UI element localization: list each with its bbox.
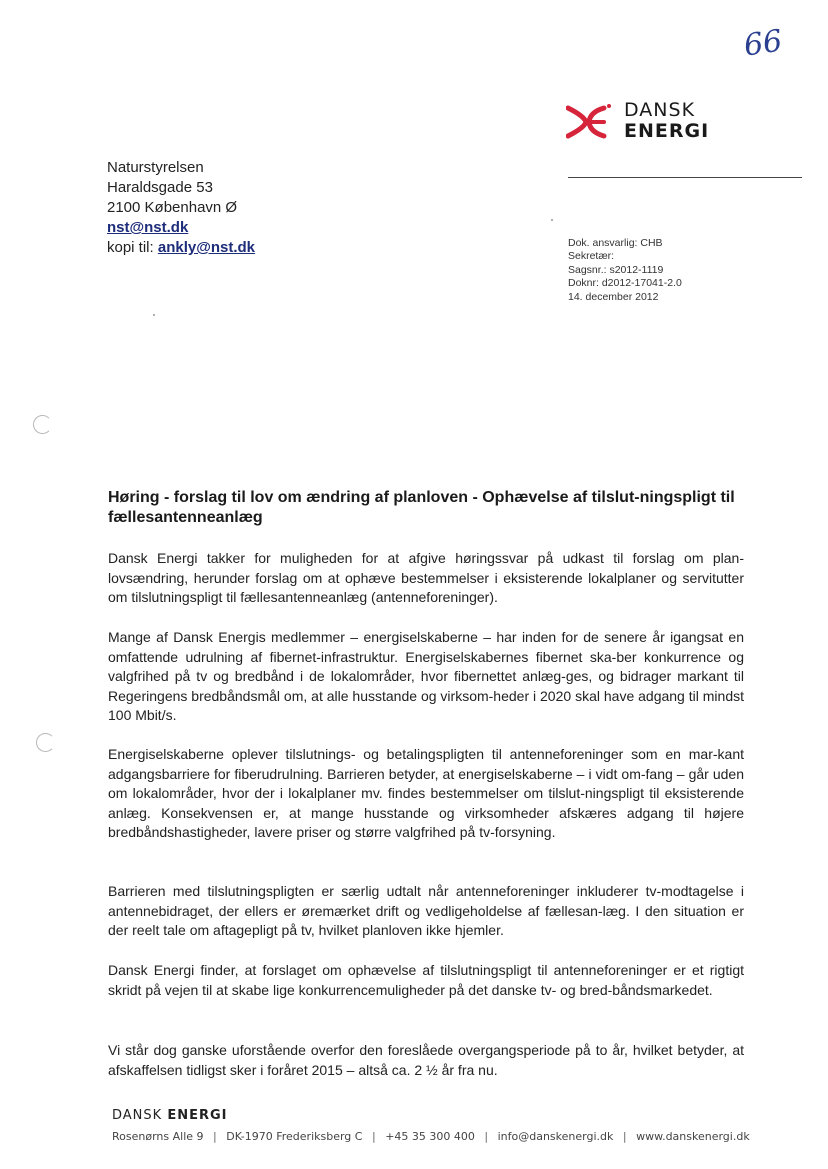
recipient-name: Naturstyrelsen <box>107 159 204 176</box>
footer-city: DK-1970 Frederiksberg C <box>226 1130 363 1143</box>
paragraph: Barrieren med tilslutningspligten er særlig udtalt når antenneforeninger inkluderer tv-modtagelse i antennebidraget, der ellers er øremærket drift og vedligeholdelse af fællesan-læg. I den situation er der reelt tale om aftagepligt på tv, hvilket planloven ikke hjemler. <box>108 883 744 939</box>
footer-website[interactable]: www.danskenergi.dk <box>636 1130 750 1143</box>
dansk-energi-logo-icon <box>566 102 612 142</box>
footer-separator: | <box>371 1130 376 1143</box>
recipient-city: 2100 København Ø <box>107 199 238 216</box>
meta-case-number: Sagsnr.: s2012-1119 <box>568 263 664 276</box>
punch-hole <box>33 415 52 434</box>
paragraph: Mange af Dansk Energis medlemmer – energiselskaberne – har inden for de senere år igangsat en omfattende udrulning af fibernet-infrastruktur. Energiselskabernes fibernet ska-ber konkurrence og valgfrihed på tv og bredbånd i de lokalområder, hvor fibernettet anlæg-ges, og bidrager markant til Regeringens bredbåndsmål om, at alle husstande og virksom-heder i 2020 skal have adgang til mindst 100 Mbit/s. <box>108 629 744 724</box>
recipient-street: Haraldsgade 53 <box>107 179 213 196</box>
punch-hole <box>36 733 55 752</box>
footer-name-energi: ENERGI <box>167 1108 228 1123</box>
meta-responsible: Dok. ansvarlig: CHB <box>568 237 663 249</box>
paragraph: Vi står dog ganske uforstående overfor den foreslåede overgangsperiode på to år, hvilket betyder, at afskaffelsen tidligst sker i foråret 2015 – altså ca. 2 ½ år fra nu. <box>108 1042 744 1078</box>
paragraph: Energiselskaberne oplever tilslutnings- og betalingspligten til antenneforeninger som en mar-kant adgangsbarriere for fiberudrulning. Barrieren betyder, at energiselskaberne – i vidt om-fang – går uden om lokalområder, hvor der i lokalplaner mv. findes bestemmelser om tilslut-ningspligt til eksisterende anlæg. Konsekvensen er, at mange husstande og virksomheder afskæres adgang til højere bredbåndshastigheder, lavere priser og større valgfrihed på tv-forsyning. <box>108 746 744 841</box>
meta-document-number: Doknr: d2012-17041-2.0 <box>568 277 682 290</box>
logo-text-energi: ENERGI <box>624 120 710 142</box>
copy-email-link[interactable]: ankly@nst.dk <box>157 239 256 256</box>
dansk-energi-logo <box>566 98 736 148</box>
footer-separator: | <box>622 1130 627 1143</box>
footer-company-name <box>112 1108 227 1123</box>
meta-secretary: Sekretær: <box>568 250 615 263</box>
recipient-address <box>107 158 255 258</box>
logo-text-dansk: DANSK <box>624 99 696 121</box>
footer-email[interactable]: info@danskenergi.dk <box>497 1130 614 1143</box>
footer-address: Rosenørns Alle 9 <box>112 1130 204 1143</box>
letter-title: Høring - forslag til lov om ændring af planloven - Ophævelse af tilslut-ningspligt til fællesantenneanlæg <box>108 489 735 526</box>
meta-date: 14. december 2012 <box>568 290 659 303</box>
scan-speck <box>153 314 155 316</box>
footer-phone: +45 35 300 400 <box>385 1130 475 1143</box>
scan-speck <box>551 219 553 221</box>
paragraph: Dansk Energi takker for muligheden for at afgive høringssvar på udkast til forslag om plan-lovsændring, herunder forslag om at ophæve bestemmelser i eksisterende lokalplaner og servitutter om tilslutningspligt til fællesantenneanlæg (antenneforeninger). <box>108 550 744 606</box>
paragraph: Dansk Energi finder, at forslaget om ophævelse af tilslutningspligt til antenneforeninger er et rigtigt skridt på vejen til at skabe lige konkurrencemuligheder på det danske tv- og bred-båndsmarkedet. <box>108 962 744 998</box>
copy-label: kopi til: <box>107 239 154 256</box>
document-meta <box>568 237 682 304</box>
header-rule <box>568 177 802 178</box>
footer-name-dansk: DANSK <box>112 1108 168 1123</box>
recipient-email-link[interactable]: nst@nst.dk <box>107 219 189 236</box>
footer-contact-line <box>112 1130 750 1143</box>
footer-separator: | <box>213 1130 217 1143</box>
handwritten-page-number: 66 <box>741 23 785 64</box>
footer-separator: | <box>484 1130 489 1143</box>
